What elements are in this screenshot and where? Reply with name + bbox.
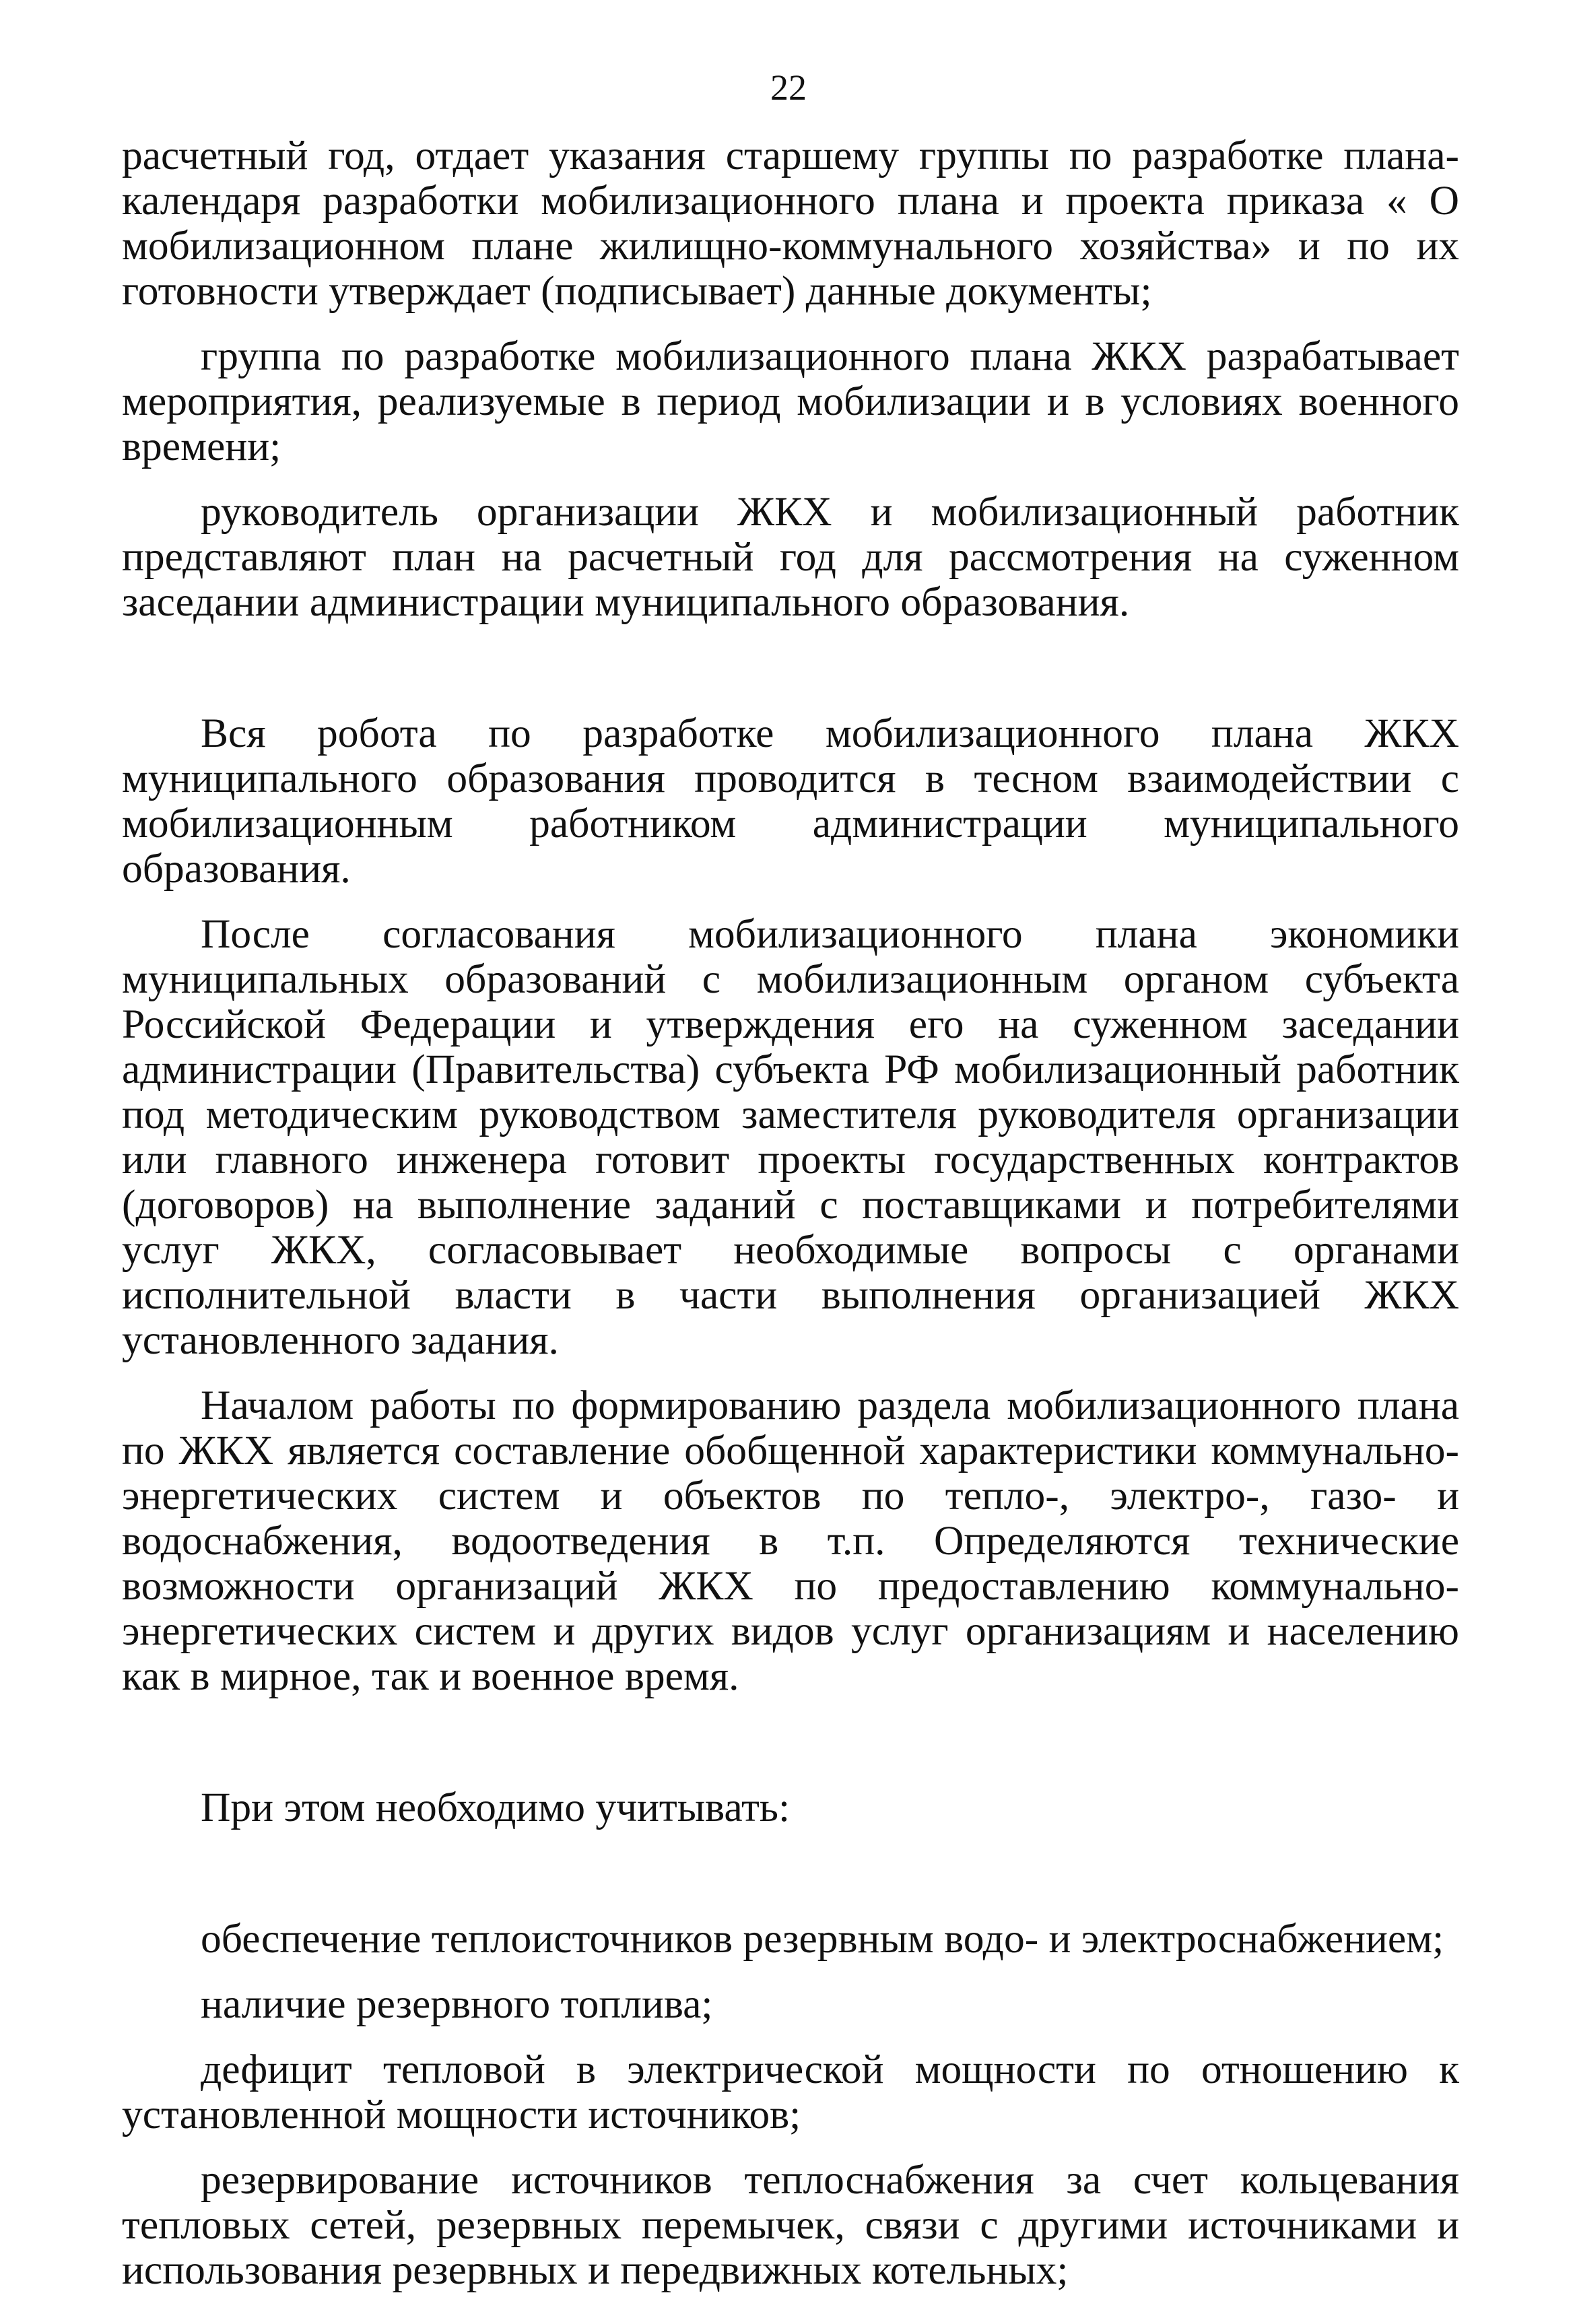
paragraph-1: расчетный год, отдает указания старшему группы по разработке плана-календаря разработки мобилизационного плана и проекта приказа « О мобилизационном плане жилищно-коммунального хозяйства» и по их готовности утверждает (подписывает) данные документы; (122, 133, 1459, 314)
paragraph-7: При этом необходимо учитывать: (201, 1785, 791, 1830)
paragraph-3: руководитель организации ЖКХ и мобилизационный работник представляют план на расчетный год для рассмотрения на суженном заседании администрации муниципального образования. (122, 489, 1459, 625)
list-item-4: резервирование источников теплоснабжения за счет кольцевания тепловых сетей, резервных перемычек, связи с другими источниками и использования резервных и передвижных котельных; (122, 2157, 1459, 2293)
paragraph-6: Началом работы по формированию раздела мобилизационного плана по ЖКХ является составление обобщенной характеристики коммунально-энергетических систем и объектов по тепло-, электро-, газо- и водоснабжения, водоотведения в т.п. Определяются технические возможности организаций ЖКХ по предоставлению коммунально-энергетических систем и других видов услуг организациям и населению как в мирное, так и военное время. (122, 1383, 1459, 1699)
page-number: 22 (770, 67, 807, 108)
paragraph-5: После согласования мобилизационного плана экономики муниципальных образований с мобилизационным органом субъекта Российской Федерации и утверждения его на суженном заседании администрации (Правительства) субъекта РФ мобилизационный работник под методическим руководством заместителя руководителя организации или главного инженера готовит проекты государственных контрактов (договоров) на выполнение заданий с поставщиками и потребителями услуг ЖКХ, согласовывает необходимые вопросы с органами исполнительной власти в части выполнения организацией ЖКХ установленного задания. (122, 911, 1459, 1363)
document-body (122, 133, 1459, 2293)
list-item-2: наличие резервного топлива; (201, 1981, 713, 2027)
paragraph-4: Вся робота по разработке мобилизационного плана ЖКХ муниципального образования проводится в тесном взаимодействии с мобилизационным работником администрации муниципального образования. (122, 710, 1459, 892)
list-item-3: дефицит тепловой в электрической мощности по отношению к установленной мощности источников; (122, 2047, 1459, 2137)
list-item-1: обеспечение теплоисточников резервным водо- и электроснабжением; (201, 1916, 1444, 1962)
paragraph-2: группа по разработке мобилизационного плана ЖКХ разрабатывает мероприятия, реализуемые в период мобилизации и в условиях военного времени; (122, 333, 1459, 469)
